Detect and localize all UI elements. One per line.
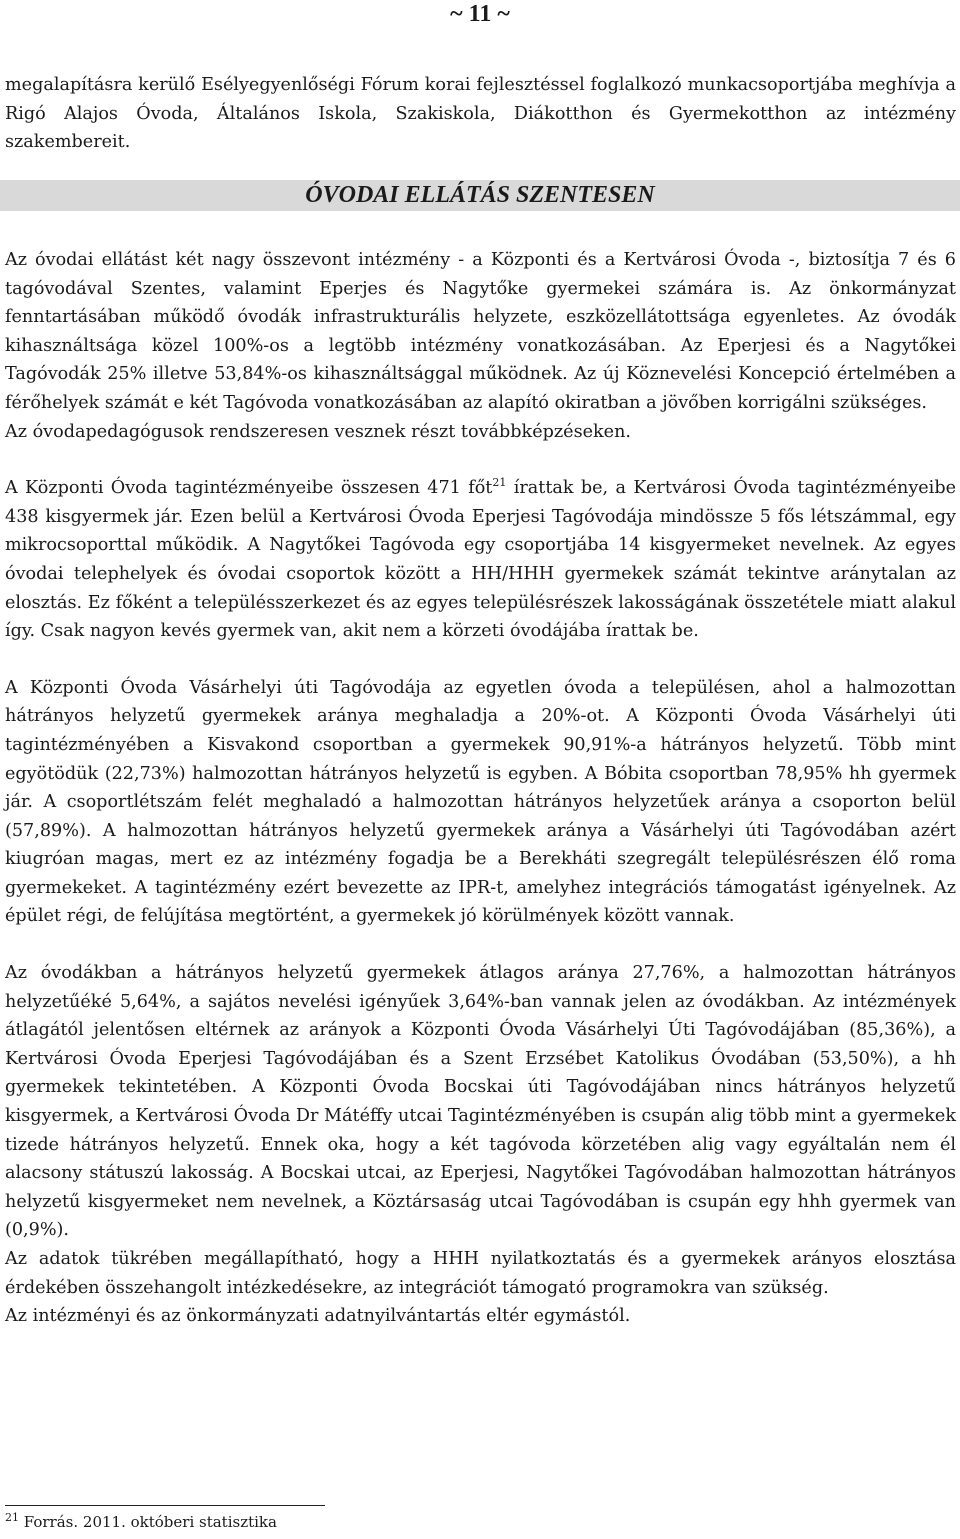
section-heading: ÓVODAI ELLÁTÁS SZENTESEN: [0, 180, 960, 211]
footnote-divider: [5, 1505, 325, 1506]
intro-paragraph: megalapításra kerülő Esélyegyenlőségi Fórum korai fejlesztéssel foglalkozó munkacsoportjába meghívja a Rigó Alajos Óvoda, Általános Iskola, Szakiskola, Diákotthon és Gyermekotthon az intézmény szakembereit.: [5, 75, 956, 153]
paragraph-enrollment: [5, 474, 956, 646]
footnote-mark: 21: [5, 1511, 19, 1524]
footnote-text: Forrás. 2011. októberi statisztika: [19, 1513, 277, 1531]
page-number: ~ 11 ~: [450, 1, 510, 27]
paragraph-enrollment-start: A Központi Óvoda tagintézményeibe összesen 471 főt: [5, 478, 493, 499]
paragraph-teacher-training: Az óvodapedagógusok rendszeresen vesznek részt továbbképzéseken.: [5, 421, 632, 442]
paragraph-vasarhelyi-tagovoda: A Központi Óvoda Vásárhelyi úti Tagóvodája az egyetlen óvoda a településen, ahol a halmozottan hátrányos helyzetű gyermekek aránya meghaladja a 20%-ot. A Központi Óvoda Vásárhelyi úti tagintézményében a Kisvakond csoportban a gyermekek 90,91%-a hátrányos helyzetű. Több mint egyötödük (22,73%) halmozottan hátrányos helyzetű is egyben. A Bóbita csoportban 78,95% hh gyermek jár. A csoportlétszám felét meghaladó a halmozottan hátrányos helyzetűek aránya a csoporton belül (57,89%). A halmozottan hátrányos helyzetű gyermekek aránya a Vásárhelyi úti Tagóvodában azért kiugróan magas, mert ez az intézmény fogadja be a Berekháti szegregált településrészen élő roma gyermekeket. A tagintézmény ezért bevezette az IPR-t, amelyhez integrációs támogatást igényelnek. Az épület régi, de felújítása megtörtént, a gyermekek jó körülmények között vannak.: [5, 677, 956, 927]
paragraph-enrollment-rest: írattak be, a Kertvárosi Óvoda tagintézményeibe 438 kisgyermek jár. Ezen belül a Kertvárosi Óvoda Eperjesi Tagóvodája mindössze 5 fős létszámmal, egy mikrocsoporttal működik. A Nagytőkei Tagóvoda egy csoportjába 14 kisgyermeket nevelnek. Az egyes óvodai telephelyek és óvodai csoportok között a HH/HHH gyermekek számát tekintve aránytalan az elosztás. Ez főként a településszerkezet és az egyes településrészek lakosságának összetétele miatt alakul így. Csak nagyon kevés gyermek van, akit nem a körzeti óvodájába írattak be.: [5, 478, 956, 642]
paragraph-conclusion: Az adatok tükrében megállapítható, hogy a HHH nyilatkoztatás és a gyermekek arányos elosztása érdekében összehangolt intézkedésekre, az integrációt támogató programokra van szükség.: [5, 1249, 956, 1298]
section-body: [5, 246, 956, 1331]
intro-block: [5, 71, 956, 157]
footnote-reference: 21: [492, 476, 507, 490]
footnote: [5, 1510, 277, 1534]
paragraph-disadvantaged-rates: Az óvodákban a hátrányos helyzetű gyermekek átlagos aránya 27,76%, a halmozottan hátrányos helyzetűéké 5,64%, a sajátos nevelési igényűek 3,64%-ban vannak jelen az óvodákban. Az intézmények átlagától jelentősen eltérnek az arányok a Központi Óvoda Vásárhelyi Úti Tagóvodájában (85,36%), a Kertvárosi Óvoda Eperjesi Tagóvodájában és a Szent Erzsébet Katolikus Óvodában (53,50%), a hh gyermekek tekintetében. A Központi Óvoda Bocskai úti Tagóvodájában nincs hátrányos helyzetű kisgyermek, a Kertvárosi Óvoda Dr Mátéffy utcai Tagintézményében is csupán alig több mint a gyermekek tizede hátrányos helyzetű. Ennek oka, hogy a két tagóvoda körzetében alig vagy egyáltalán nem él alacsony státuszú lakosság. A Bocskai utcai, az Eperjesi, Nagytőkei Tagóvodában halmozottan hátrányos helyzetű kisgyermeket nem nevelnek, a Köztársaság utcai Tagóvodában is csupán egy hhh gyermek van (0,9%).: [5, 963, 956, 1241]
paragraph-kindergarten-overview: Az óvodai ellátást két nagy összevont intézmény - a Központi és a Kertvárosi Óvoda -, biztosítja 7 és 6 tagóvodával Szentes, valamint Eperjes és Nagytőke gyermekei számára is. Az önkormányzat fenntartásában működő óvodák infrastrukturális helyzete, eszközellátottsága egyenletes. Az óvodák kihasználtsága közel 100%-os a legtöbb intézmény vonatkozásában. Az Eperjesi és a Nagytőkei Tagóvodák 25% illetve 53,84%-os kihasználtsággal működnek. Az új Köznevelési Koncepció értelmében a férőhelyek számát e két Tagóvoda vonatkozásában az alapító okiratban a jövőben korrigálni szükséges.: [5, 250, 956, 413]
paragraph-data-discrepancy: Az intézményi és az önkormányzati adatnyilvántartás eltér egymástól.: [5, 1306, 631, 1327]
